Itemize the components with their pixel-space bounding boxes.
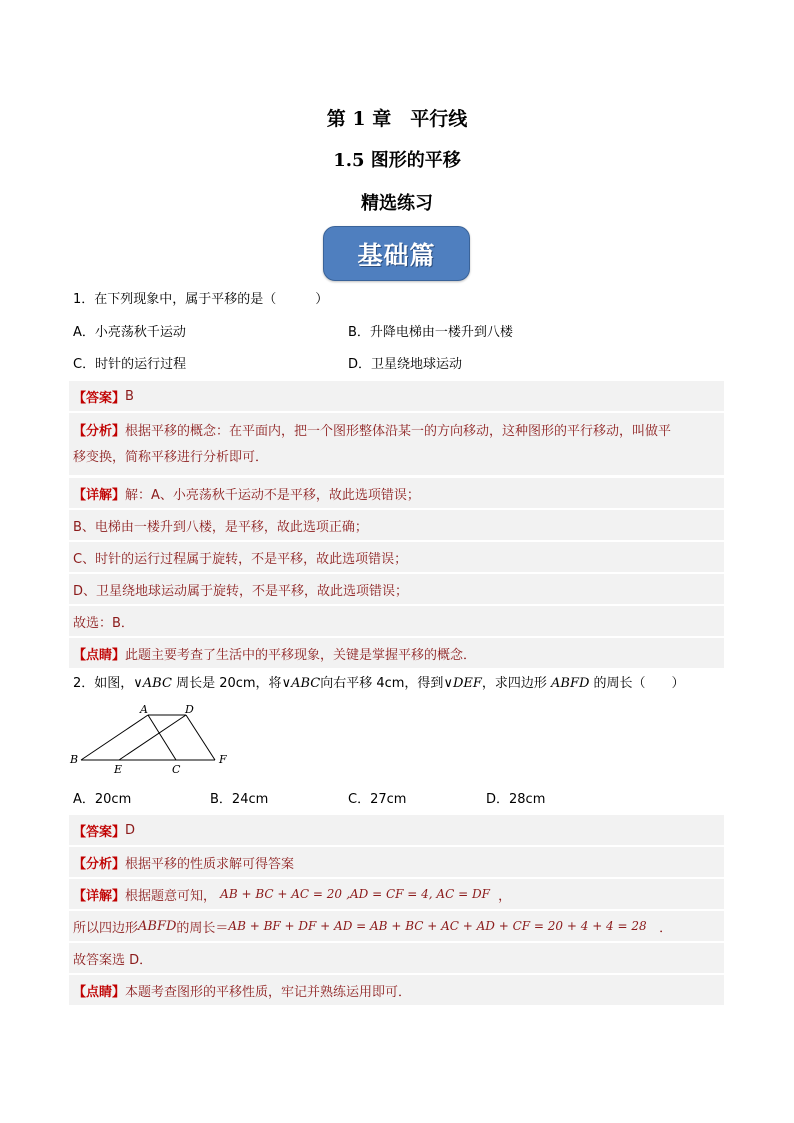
comment-tag: 【点睛】	[73, 984, 126, 1000]
q2-detail-2	[69, 911, 724, 941]
label-c: C	[172, 763, 181, 775]
subtitle: 精选练习	[361, 193, 433, 214]
q2-stem-part: 向右平移 4cm，得到	[320, 676, 444, 691]
answer-tag: 【答案】	[73, 824, 126, 840]
label-d: D	[185, 703, 194, 716]
detail-line-3: 故答案选 D．	[73, 952, 153, 968]
q1-option-b[interactable]: B．升降电梯由一楼升到八楼	[348, 325, 513, 340]
q2-option-a[interactable]: A．20cm	[73, 792, 132, 807]
detail-line-2: B、电梯由一楼升到八楼，是平移，故此选项正确；	[73, 519, 368, 535]
q2-analysis	[69, 847, 724, 877]
q2-comment	[69, 975, 724, 1005]
detail-tag: 【详解】	[73, 888, 126, 904]
q2-detail-3	[69, 943, 724, 973]
answer-value: D	[125, 822, 136, 838]
q1-detail-5	[69, 606, 724, 636]
comment-text: 此题主要考查了生活中的平移现象，关键是掌握平移的概念．	[125, 647, 477, 663]
q2-answer	[69, 815, 724, 845]
analysis-line-2: 移变换，简称平移进行分析即可．	[73, 450, 269, 465]
segment-ab	[81, 715, 148, 760]
detail-line-3: C、时针的运行过程属于旋转，不是平移，故此选项错误；	[73, 551, 408, 567]
segment-df	[186, 715, 215, 760]
q1-stem: 1．在下列现象中，属于平移的是（ ）	[73, 292, 329, 307]
q1-analysis	[69, 413, 724, 475]
comment-text: 本题考查图形的平移性质，牢记并熟练运用即可．	[125, 984, 412, 1000]
q2-triangle-def: ∨DEF	[443, 676, 482, 691]
section-title: 1.5 图形的平移	[333, 150, 461, 171]
q2-option-d[interactable]: D．28cm	[486, 792, 546, 807]
detail-punct: ．	[659, 920, 673, 936]
analysis-text: 根据平移的性质求解可得答案	[125, 856, 295, 872]
q2-triangle-abc: ∨ABC	[133, 676, 172, 691]
q2-option-b[interactable]: B．24cm	[210, 792, 269, 807]
q1-option-a[interactable]: A．小亮荡秋千运动	[73, 325, 186, 340]
q1-detail-1	[69, 478, 724, 508]
equation-perimeter: AB + BC + AC = 20	[220, 887, 343, 901]
q2-stem-part: 2．如图，	[73, 676, 134, 691]
detail-line-1: 解：A、小亮荡秋千运动不是平移，故此选项错误；	[125, 487, 420, 503]
label-b: B	[70, 753, 79, 766]
q1-option-c[interactable]: C．时针的运行过程	[73, 357, 187, 372]
label-e: E	[114, 763, 123, 775]
detail-line-4: D、卫星绕地球运动属于旋转，不是平移，故此选项错误；	[73, 583, 409, 599]
answer-tag: 【答案】	[73, 390, 126, 406]
badge-label: 基础篇	[357, 240, 436, 270]
q2-triangle-abc: ∨ABC	[281, 676, 321, 691]
detail-text: 的周长＝	[176, 920, 229, 936]
q1-option-d[interactable]: D．卫星绕地球运动	[348, 357, 463, 372]
level-badge	[323, 226, 470, 281]
q1-answer	[69, 381, 724, 411]
equation-result: AB + BF + DF + AD = AB + BC + AC + AD + CF = 20 + 4 + 4 = 28	[228, 919, 647, 933]
q2-stem-part: ，求四边形	[481, 676, 552, 691]
detail-punct: ，	[498, 888, 512, 904]
q1-detail-3	[69, 542, 724, 572]
detail-quad: ABFD	[138, 918, 177, 934]
analysis-line-1: 根据平移的概念：在平面内，把一个图形整体沿某一的方向移动，这种图形的平行移动，叫做平	[125, 424, 672, 439]
q1-comment	[69, 638, 724, 668]
q2-quadrilateral: ABFD	[551, 676, 590, 691]
equation-translation: ,AD = CF = 4, AC = DF	[346, 887, 490, 901]
chapter-title: 第 1 章 平行线	[326, 108, 468, 130]
q2-stem-part: 的周长（ ）	[589, 676, 685, 691]
analysis-tag: 【分析】	[73, 424, 126, 439]
detail-tag: 【详解】	[73, 487, 126, 503]
answer-value: B	[125, 388, 134, 404]
label-f: F	[219, 753, 227, 766]
q2-option-c[interactable]: C．27cm	[348, 792, 407, 807]
q1-detail-2	[69, 510, 724, 540]
analysis-tag: 【分析】	[73, 856, 126, 872]
q2-detail-1	[69, 879, 724, 909]
comment-tag: 【点睛】	[73, 647, 126, 663]
translation-figure	[68, 703, 238, 775]
q1-detail-4	[69, 574, 724, 604]
detail-text: 所以四边形	[73, 920, 139, 936]
q2-stem-part: 周长是 20cm，将	[171, 676, 282, 691]
label-a: A	[140, 703, 148, 716]
q2-stem	[73, 675, 685, 693]
detail-line-5: 故选：B．	[73, 615, 134, 631]
detail-text: 根据题意可知，	[125, 888, 217, 904]
